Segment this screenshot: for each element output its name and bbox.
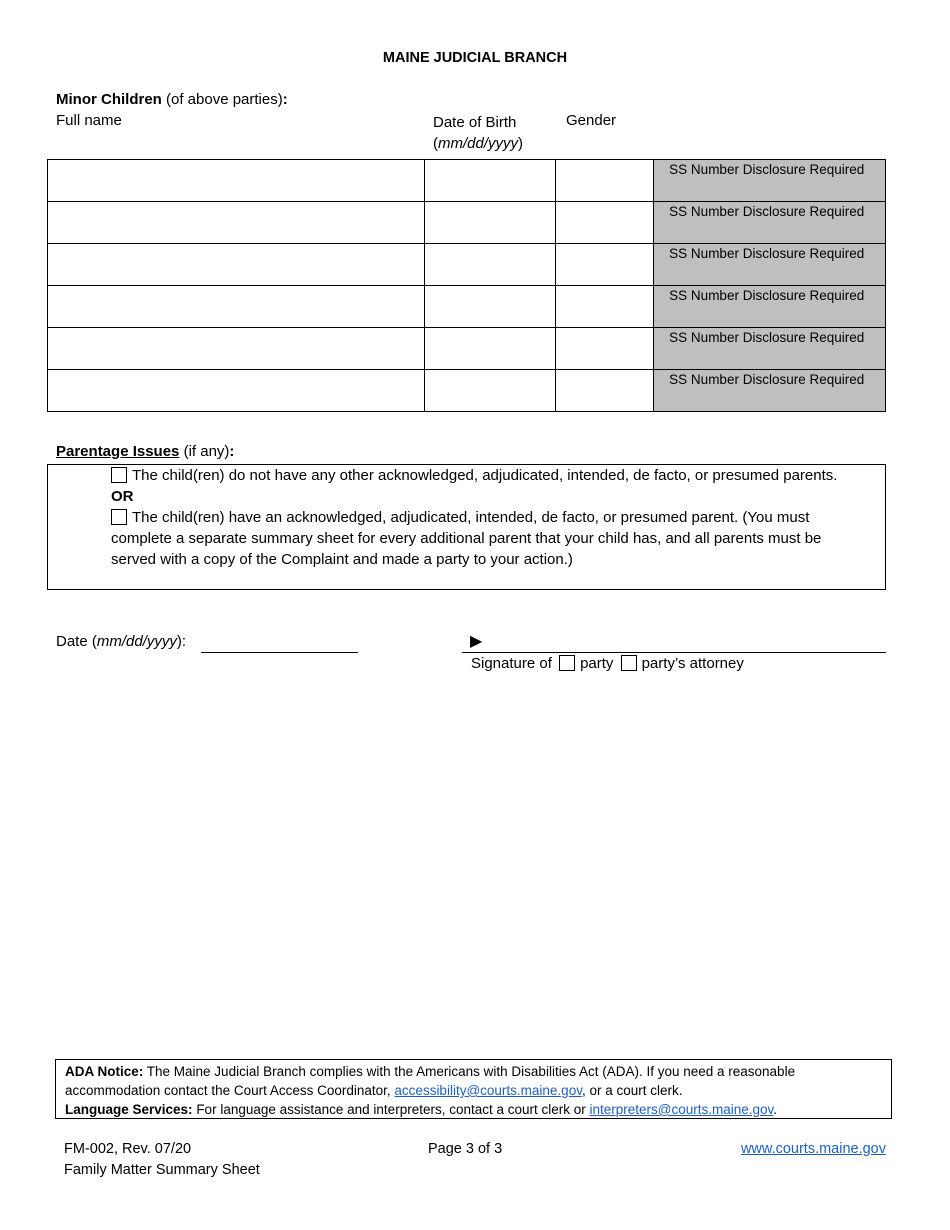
col-gender-label: Gender [566,112,617,129]
children-heading-bold: Minor Children [56,91,162,108]
child-dob-field[interactable] [424,160,556,202]
parentage-option-1-text: The child(ren) do not have any other acknowledged, adjudicated, intended, de facto, or presumed parents. [132,467,838,484]
ss-disclosure-cell: SS Number Disclosure Required [654,328,886,370]
parentage-option-1 [111,465,865,486]
col-fullname-label: Full name [56,112,122,129]
parentage-options [111,465,865,570]
language-services-text: For language assistance and interpreters, contact a court clerk or [192,1102,590,1117]
ss-disclosure-cell: SS Number Disclosure Required [654,244,886,286]
table-row [48,244,886,286]
child-dob-field[interactable] [424,202,556,244]
table-row [48,286,886,328]
col-dob-format: (mm/dd/yyyy) [433,135,524,152]
parentage-heading-colon: : [229,443,235,460]
table-row [48,202,886,244]
parentage-heading-bold: Parentage Issues [56,443,180,460]
col-dob-label [433,112,523,154]
child-name-field[interactable] [48,244,425,286]
children-table [47,159,886,412]
party-label: party [580,655,614,672]
ss-disclosure-cell: SS Number Disclosure Required [654,202,886,244]
form-id: FM-002, Rev. 07/20 [64,1141,192,1157]
ss-disclosure-cell: SS Number Disclosure Required [654,160,886,202]
child-gender-field[interactable] [556,244,654,286]
children-heading-rest: (of above parties) [161,91,283,108]
language-services-label: Language Services: [65,1102,193,1117]
ada-notice-text: The Maine Judicial Branch complies with the Americans with Disabilities Act (ADA). If you need a reasonable accommodation contact the Court Access Coordinator, [65,1064,796,1098]
website-link[interactable]: www.courts.maine.gov [740,1141,886,1157]
child-name-field[interactable] [48,202,425,244]
child-gender-field[interactable] [556,160,654,202]
child-name-field[interactable] [48,286,425,328]
child-gender-field[interactable] [556,202,654,244]
children-heading [56,91,288,108]
date-field[interactable] [201,652,358,653]
signature-caption [471,655,744,672]
date-label: Date (mm/dd/yyyy): [56,633,187,650]
table-row [48,160,886,202]
signature-field[interactable] [462,652,886,653]
ss-disclosure-cell: SS Number Disclosure Required [654,370,886,412]
parentage-heading [56,443,234,460]
table-row [48,328,886,370]
ss-disclosure-cell: SS Number Disclosure Required [654,286,886,328]
parentage-box [47,464,886,590]
interpreters-email-link[interactable]: interpreters@courts.maine.gov [589,1102,774,1117]
page-number: Page 3 of 3 [428,1141,503,1157]
child-dob-field[interactable] [424,370,556,412]
table-row [48,370,886,412]
party-checkbox[interactable] [559,655,575,671]
page-title: MAINE JUDICIAL BRANCH [382,50,568,66]
child-gender-field[interactable] [556,286,654,328]
child-name-field[interactable] [48,160,425,202]
form-name: Family Matter Summary Sheet [64,1162,260,1178]
ada-notice-box [55,1059,892,1119]
accessibility-email-link[interactable]: accessibility@courts.maine.gov [394,1083,582,1098]
ada-notice-label: ADA Notice: [65,1064,144,1079]
col-dob-text: Date of Birth [433,114,517,131]
child-dob-field[interactable] [424,244,556,286]
attorney-checkbox[interactable] [621,655,637,671]
child-gender-field[interactable] [556,370,654,412]
signature-arrow-icon: ▶ [470,633,483,650]
or-label: OR [111,488,134,505]
attorney-label: party’s attorney [641,655,744,672]
child-dob-field[interactable] [424,328,556,370]
footer-form-info [64,1139,260,1181]
child-gender-field[interactable] [556,328,654,370]
parentage-option-2 [111,507,865,570]
children-heading-colon: : [282,91,288,108]
language-services: Language Services: For language assistance and interpreters, contact a court clerk or interpreters@courts.maine.gov. [65,1102,778,1117]
parentage-option-2-text: The child(ren) have an acknowledged, adjudicated, intended, de facto, or presumed parent. (You must complete a separate summary sheet for every additional parent that your child has, and all parents must be served with a copy of the Complaint and made a party to your action.) [111,509,822,568]
parentage-option-2-checkbox[interactable] [111,509,127,525]
child-name-field[interactable] [48,328,425,370]
child-dob-field[interactable] [424,286,556,328]
child-name-field[interactable] [48,370,425,412]
parentage-heading-rest: (if any) [179,443,230,460]
parentage-option-1-checkbox[interactable] [111,467,127,483]
ada-notice: ADA Notice: The Maine Judicial Branch complies with the Americans with Disabilities Act (ADA). If you need a reasonable accommodation contact the Court Access Coordinator, accessibility@courts.maine.gov, or a court clerk. [65,1064,796,1098]
signature-prefix: Signature of [471,655,552,672]
